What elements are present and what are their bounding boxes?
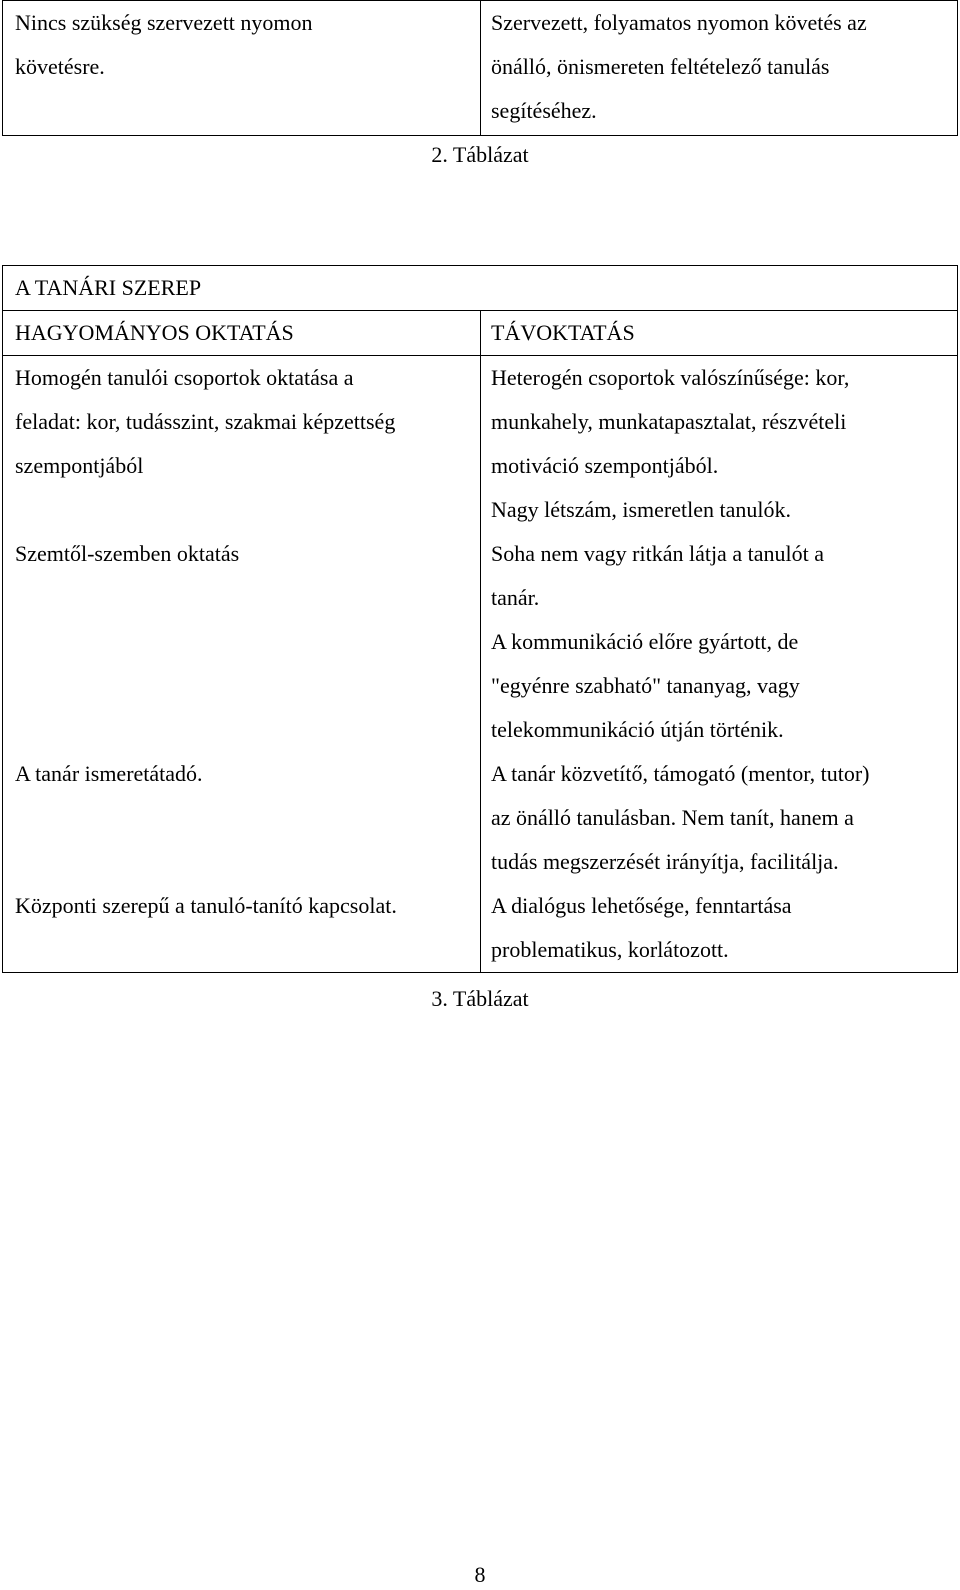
cell-line: feladat: kor, tudásszint, szakmai képzettség: [15, 409, 396, 434]
page-number: 8: [474, 1562, 486, 1587]
cell-line: problematikus, korlátozott.: [491, 937, 729, 962]
cell-line: Központi szerepű a tanuló-tanító kapcsolat.: [15, 893, 397, 918]
table-3: [2, 265, 958, 973]
cell-line: "egyénre szabható" tananyag, vagy: [491, 673, 800, 698]
cell-line: segítéséhez.: [491, 98, 597, 123]
cell-line: Nincs szükség szervezett nyomon: [15, 10, 313, 35]
cell-line: Heterogén csoportok valószínűsége: kor,: [491, 365, 850, 390]
cell-line: Szemtől-szemben oktatás: [15, 541, 240, 566]
cell-line: tanár.: [491, 585, 540, 610]
cell-line: [15, 488, 472, 532]
cell-line: munkahely, munkatapasztalat, részvételi: [491, 409, 847, 434]
cell-line: A kommunikáció előre gyártott, de: [491, 629, 799, 654]
cell-line: [15, 840, 472, 884]
table-cell-right: [481, 356, 957, 972]
column-header-distance: TÁVOKTATÁS: [491, 320, 635, 345]
table-cell-left: [3, 356, 481, 972]
cell-line: tudás megszerzését irányítja, facilitálja.: [491, 849, 839, 874]
cell-line: [15, 664, 472, 708]
cell-line: [15, 928, 472, 972]
table-2: [2, 0, 958, 136]
table-title: A TANÁRI SZEREP: [15, 275, 202, 300]
table-row: [3, 1, 957, 135]
cell-line: Homogén tanulói csoportok oktatása a: [15, 365, 354, 390]
cell-line: A tanár ismeretátadó.: [15, 761, 203, 786]
cell-line: [15, 796, 472, 840]
cell-line: Soha nem vagy ritkán látja a tanulót a: [491, 541, 824, 566]
cell-line: [15, 620, 472, 664]
table-cell-left: [3, 1, 481, 135]
table-row: [3, 355, 957, 972]
table-title-row: [3, 266, 957, 310]
table-cell-right: [481, 1, 957, 135]
column-header-traditional: HAGYOMÁNYOS OKTATÁS: [3, 311, 481, 355]
cell-line: [15, 708, 472, 752]
cell-line: [15, 576, 472, 620]
cell-line: Nagy létszám, ismeretlen tanulók.: [491, 497, 791, 522]
table-header-row: [3, 310, 957, 355]
cell-line: követésre.: [15, 54, 105, 79]
cell-line: önálló, önismereten feltételező tanulás: [491, 54, 830, 79]
cell-line: telekommunikáció útján történik.: [491, 717, 784, 742]
cell-line: A dialógus lehetősége, fenntartása: [491, 893, 792, 918]
cell-line: az önálló tanulásban. Nem tanít, hanem a: [491, 805, 854, 830]
cell-line: szempontjából: [15, 453, 144, 478]
cell-line: motiváció szempontjából.: [491, 453, 719, 478]
cell-line: A tanár közvetítő, támogató (mentor, tutor): [491, 761, 870, 786]
cell-line: Szervezett, folyamatos nyomon követés az: [491, 10, 867, 35]
table-caption: 3. Táblázat: [431, 986, 529, 1011]
table-caption: 2. Táblázat: [431, 142, 529, 167]
